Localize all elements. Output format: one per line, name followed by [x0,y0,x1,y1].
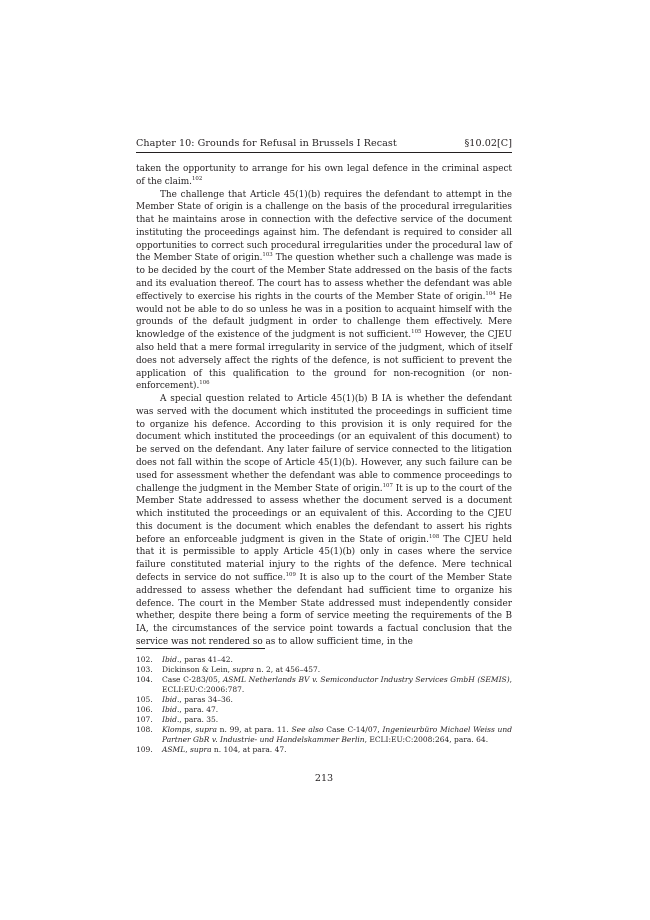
footnote [136,725,512,745]
text-run: , para. 47. [179,704,219,714]
footnote-text [162,715,512,725]
footnote-number: 104. [136,674,153,684]
text-run: , para. 35. [179,714,219,724]
italic-text: Klomps [162,724,191,734]
footnote-text [162,695,512,705]
text-run: , ECLI:EU:C:2006:787. [162,674,513,694]
footnote-reference[interactable]: 102 [191,175,203,182]
footnote-reference[interactable]: 109 [285,572,296,579]
footnote-number: 102. [136,655,153,664]
text-run: Dickinson & Lein, [162,664,233,674]
footnote-text [162,655,512,665]
text-run: However, the CJEU also held that a mere formal irregularity in service of the judgment, which of itself does not adversely affect the rights of the defence, is not sufficient to prevent the application of this qualification to the ground for non-recognition (or non-enforcement). [136,330,512,392]
text-run: He would not be able to do so unless he was in a position to acquaint himself with the grounds of the default judgment in order to challenge them effectively. Mere knowledge of the existence of the judgment is not sufficient. [136,291,512,341]
text-run: taken the opportunity to arrange for his own legal defence in the criminal aspect of the claim. [136,164,512,187]
footnote-reference[interactable]: 106 [199,380,210,387]
italic-text: Ingenieurbüro Michael Weiss und Partner GbR v. Industrie- und Handelskammer Berlin [162,724,512,744]
footnote [136,655,512,665]
text-run: , paras 34–36. [179,694,233,704]
footnote-reference[interactable]: 104 [485,290,496,297]
text-run: It is also up to the court of the Member State addressed to assess whether the defendant had sufficient time to organize his defence. The court in the Member State addressed must independently consider whether, despite there being a form of service meeting the requirements of the B IA, the circumstances of the service point towards a factual conclusion that the service was not rendered so as to allow sufficient time, in the [136,573,512,647]
text-run: A special question related to Article 45(1)(b) B IA is whether the defendant was served with the document which instituted the proceedings in sufficient time to organize his defence. According to this provision it is only required for the document which instituted the proceedings (or an equivalent of this document) to be served on the defendant. Any later failure of service connected to the litigation does not fall within the scope of Article 45(1)(b). However, any such failure can be used for assessment whether the defendant was able to commence proceedings to challenge the judgment in the Member State of origin. [136,394,512,494]
page-body [136,138,512,649]
text-run: Case C-14/07, [323,724,383,734]
text-run: It is up to the court of the Member State addressed to assess whether the document served is a document which instituted the proceedings or an equivalent of this. According to the CJEU this document is the document which enables the defendant to assert his rights before an enforceable judgment is given in the State of origin. [136,483,512,545]
footnote [136,715,512,725]
text-run: Case C-283/05, [162,674,223,684]
text-run: n. 104, at para. 47. [211,744,287,754]
footnote-number: 107. [136,714,153,724]
footnote-text [162,725,512,745]
text-run: , paras 41–42. [179,655,233,664]
footnote-reference[interactable]: 107 [382,482,393,489]
text-run: The challenge that Article 45(1)(b) requires the defendant to attempt in the Member State of origin is a challenge on the basis of the procedural irregularities that he maintains arose in connection with the defective service of the document instituting the proceedings against him. The defendant is required to consider all opportunities to correct such procedural irregularities under the procedural law of the Member State of origin. [136,189,512,264]
footnote-text [162,705,512,715]
footnote-reference[interactable]: 105 [411,329,422,336]
footnote [136,695,512,705]
text-run: , [185,744,190,754]
body-paragraph [136,163,512,189]
footnote-number: 106. [136,704,153,714]
italic-text: See also [291,724,324,734]
italic-text: supra [195,724,217,734]
footnote-reference[interactable]: 108 [428,533,440,540]
footnote-rule [136,648,265,649]
footnote [136,745,512,755]
italic-text: Ibid. [162,655,180,664]
italic-text: ASML [162,744,186,754]
body-text [136,163,512,649]
text-run: n. 2, at 456–457. [254,664,321,674]
text-run: n. 99, at para. 11. [216,724,292,734]
footnote-text [162,675,512,695]
body-paragraph [136,393,512,649]
text-run: , ECLI:EU:C:2008:264, para. 64. [364,734,489,744]
section-number: §10.02[C] [464,138,512,149]
footnote-reference[interactable]: 103 [262,252,273,259]
text-run: The question whether such a challenge was made is to be decided by the court of the Member State addressed on the basis of the facts and its evaluation thereof. The court has to assess whether the defendant was able effectively to exercise his rights in the courts of the Member State of origin. [136,253,512,302]
italic-text: Ibid. [162,704,180,714]
footnote [136,705,512,715]
footnote-number: 108. [136,724,153,734]
footnote-number: 105. [136,694,153,704]
italic-text: ASML Netherlands BV v. Semiconductor Industry Services GmbH (SEMIS) [222,674,510,684]
footnote-text [162,665,512,675]
text-run: , [190,724,196,734]
italic-text: supra [232,664,254,674]
footnote-list [136,655,512,755]
footnote-number: 103. [136,664,153,674]
chapter-title: Chapter 10: Grounds for Refusal in Brussels I Recast [136,138,397,149]
italic-text: Ibid. [162,714,180,724]
footnote [136,675,512,695]
page-number: 213 [314,773,334,784]
italic-text: supra [190,744,212,754]
footnote-number: 109. [136,744,153,754]
running-header [136,138,512,153]
footnote-text [162,745,512,755]
body-paragraph [136,189,512,394]
footnote [136,665,512,675]
text-run: The CJEU held that it is permissible to apply Article 45(1)(b) only in cases where the service failure constituted material injury to the rights of the defence. Mere technical defects in service do not suffice. [136,534,512,583]
footnotes [136,648,512,755]
italic-text: Ibid. [162,694,180,704]
